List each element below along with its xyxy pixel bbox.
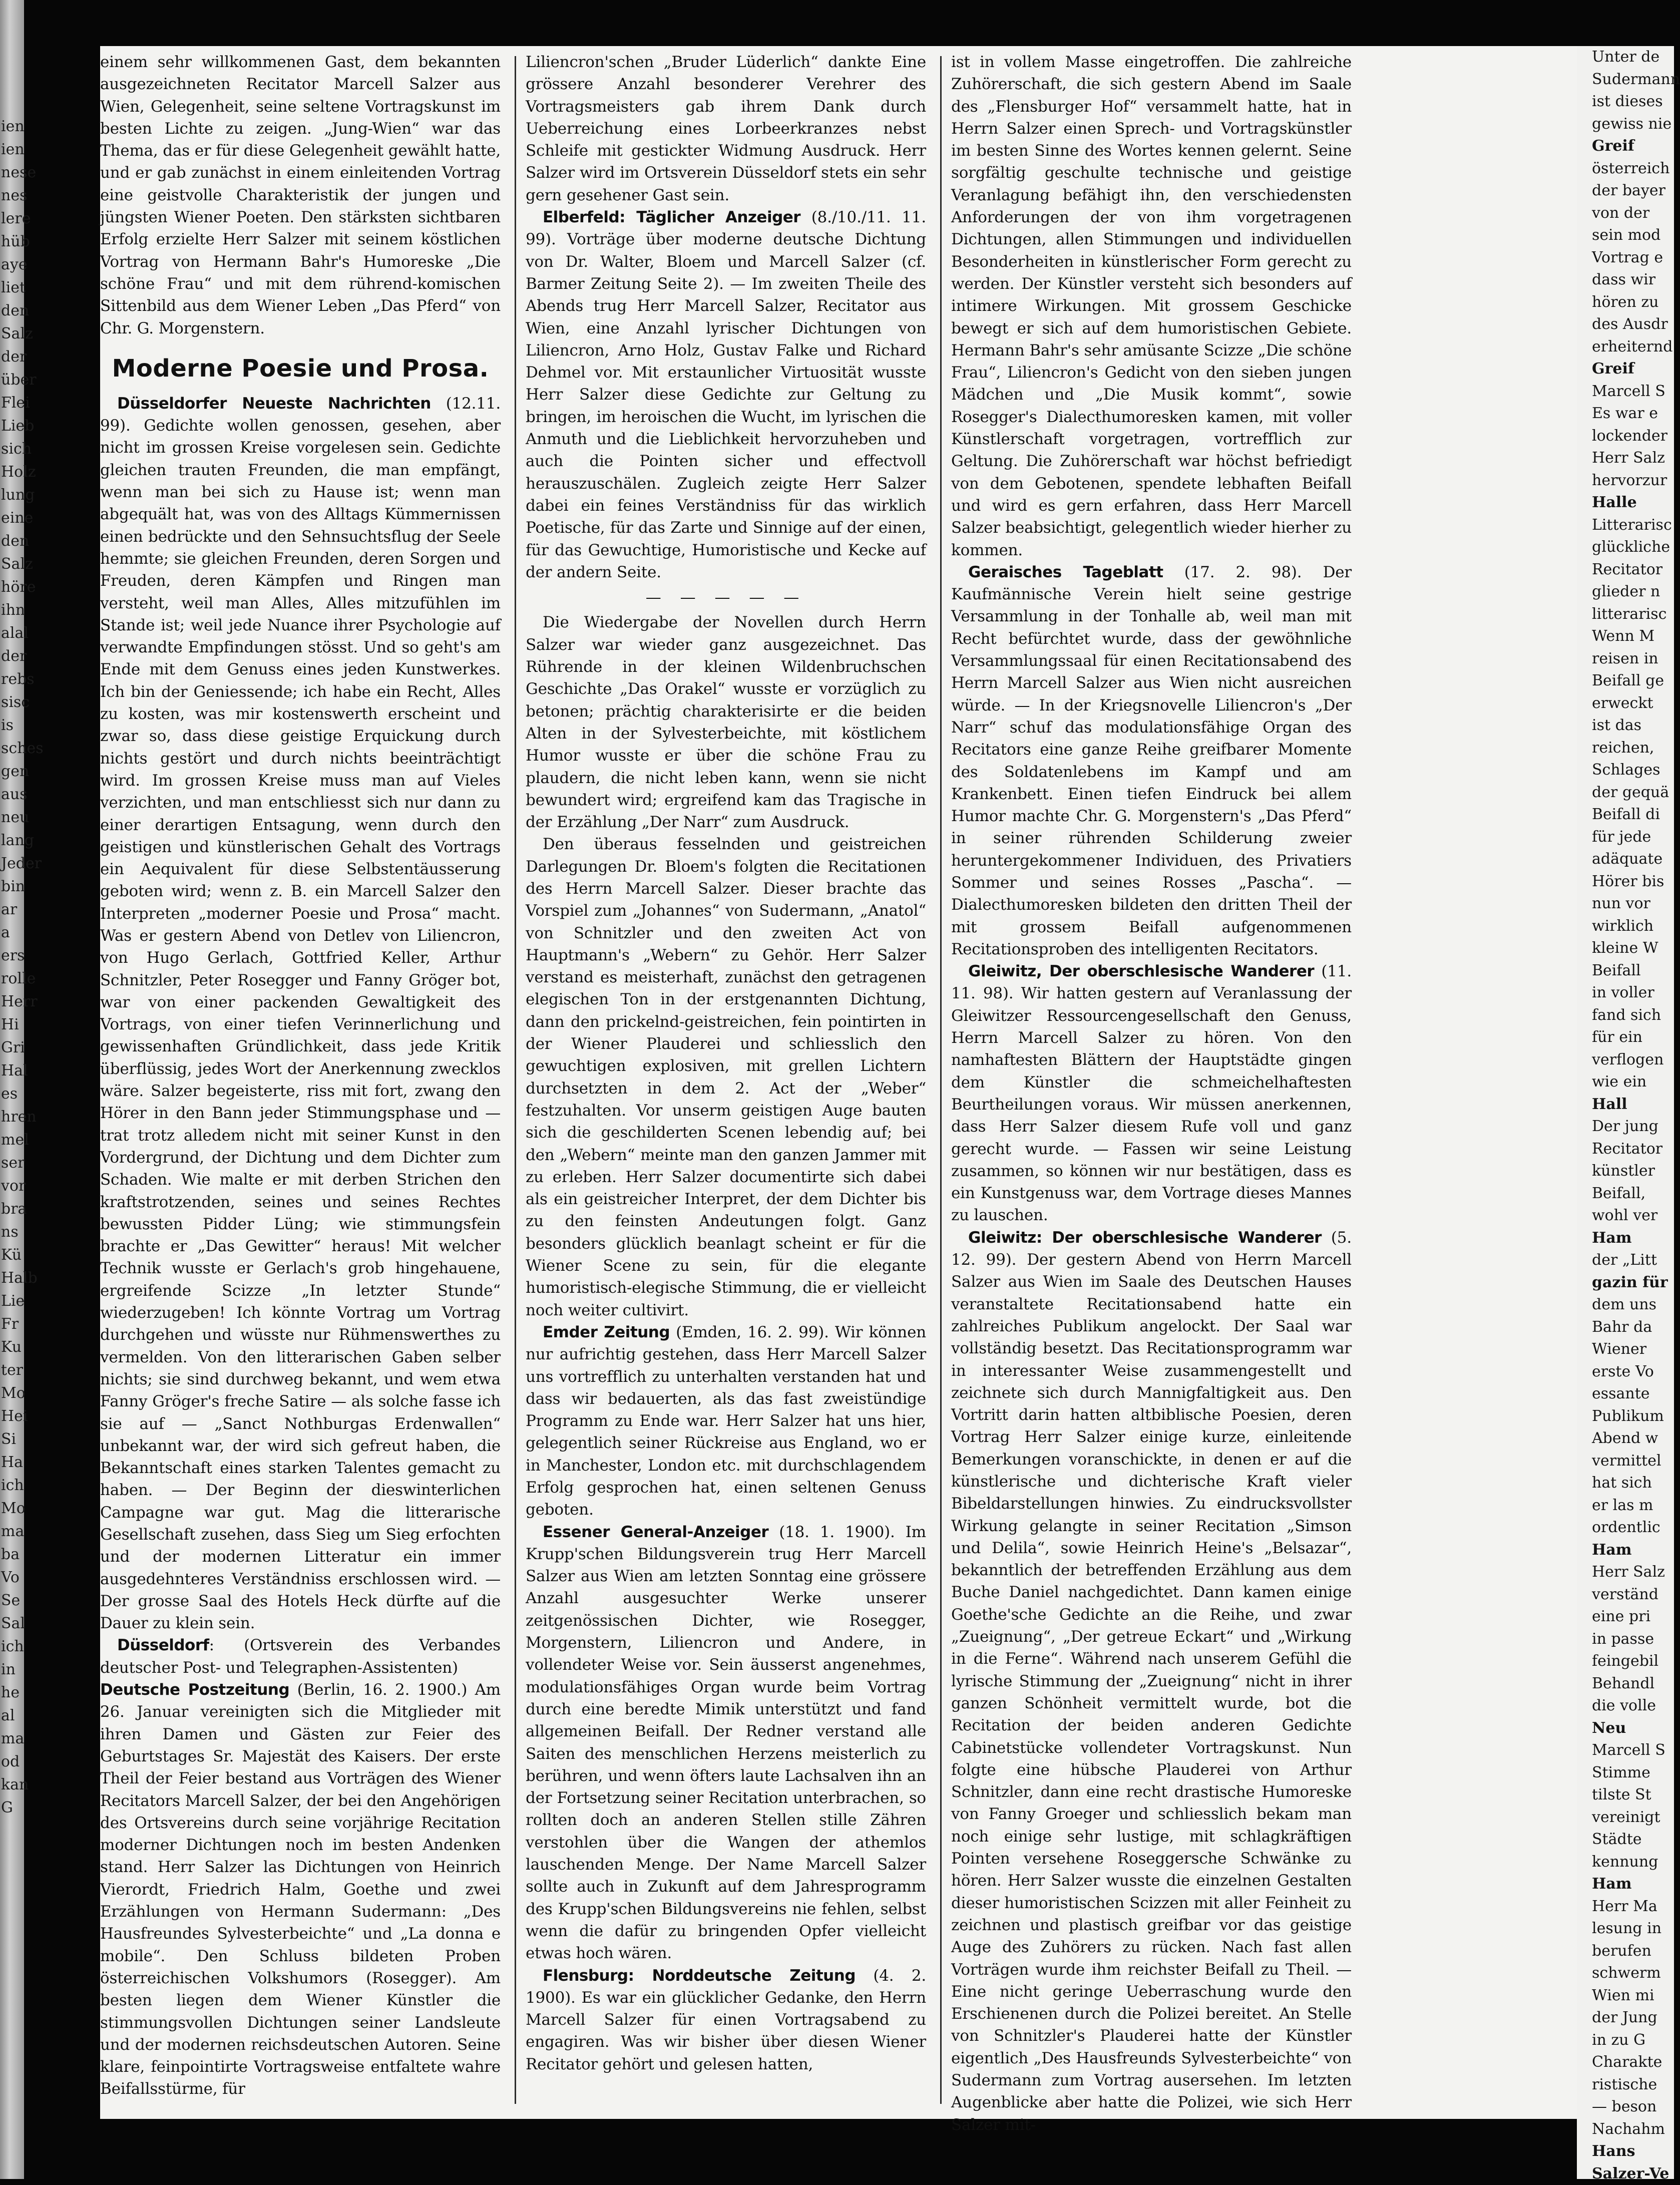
col1-intro-paragraph: einem sehr willkommenen Gast, dem bekannten ausgezeichneten Recitator Marcell Salzer aus Wien, Gelegenheit, seine seltene Vortragskunst im besten Lichte zu zeigen. „Jung-Wien“ war das Thema, das er für diese Gelegenheit gewählt hatte, und er gab zunächst in einem einleitenden Vortrag eine geistvolle Charakteristik der jungen und jüngsten Wiener Poeten. Den stärksten sichtbaren Erfolg erzielte Herr Salzer mit seinem köstlichen Vortrag von Hermann Bahr's Humoreske „Die schöne Frau“ und mit dem rührend-komischen Sittenbild aus dem Wiener Leben „Das Pferd“ von Chr. G. Morgenstern. (100, 51, 501, 339)
section-heading: Moderne Poesie und Prosa. (100, 353, 501, 384)
paragraph-bloem: Den überaus fesselnden und geistreichen Darlegungen Dr. Bloem's folgten die Recitationen des Herrn Marcell Salzer. Dieser brachte das Vorspiel zum „Johannes“ von Sudermann, „Anatol“ von Schnitzler und den zweiten Act von Hauptmann's „Webern“ zu Gehör. Herr Salzer verstand es meisterhaft, zunächst den getragenen elegischen Ton in der erstgenannten Dichtung, dann den prickelnd-geistreichen, fein pointirten in der Wiener Plauderei und schliesslich den gewuchtigen explosiven, mit grellen Lichtern durchsetzten in dem 2. Act der „Weber“ festzuhalten. Vor unserm geistigen Auge bauten sich die geschilderten Scenen lebendig auf; bei den „Webern“ meinte man den ganzen Jammer mit zu erleben. Herr Salzer documentirte sich dabei als ein geistreicher Interpret, der dem Dichter bis zu den feinsten Andeutungen folgt. Ganz besonders glücklich beanlagt scheint er für die Wiener Scene zu sein, für die elegante humoristisch-elegische Stimmung, die er vielleicht noch weiter cultivirt. (526, 833, 926, 1321)
right-fragment-line: Wien mi (1592, 1985, 1674, 2007)
right-fragment-line: Charakte (1592, 2051, 1674, 2074)
left-fragment-line: kan (1, 1773, 24, 1796)
right-fragment-line: Ham (1592, 1539, 1674, 1562)
review-essener-general-anzeiger (526, 1521, 926, 1965)
left-fragment-line: Hi (1, 1013, 24, 1036)
left-fragment-line: lung (1, 484, 24, 507)
left-fragment-line: aye (1, 253, 24, 276)
right-fragment-line: hervorzur (1592, 470, 1674, 492)
left-fragment-line: sich (1, 438, 24, 461)
right-fragment-line: Beifall (1592, 960, 1674, 982)
right-fragment-line: Greif (1592, 358, 1674, 381)
right-fragment-line: ist dieses (1592, 91, 1674, 113)
source-name: Düsseldorfer Neueste Nachrichten (117, 395, 431, 413)
right-fragment-line: schwerm (1592, 1962, 1674, 1985)
left-fragment-line: über (1, 369, 24, 392)
review-text: (4. 2. 1900). Es war ein glücklicher Gedanke, den Herrn Marcell Salzer für einen Vortragsabend zu engagiren. Was wir bisher über diesen Wiener Recitator gehört und gelesen hatten, (526, 1967, 926, 2073)
left-fragment-line: Herr (1, 990, 24, 1013)
left-fragment-line (1, 46, 24, 69)
source-name: Essener General-Anzeiger (543, 1523, 768, 1541)
left-fragment-line: bra (1, 1198, 24, 1221)
right-fragment-line: wirklich (1592, 915, 1674, 938)
col3-intro-paragraph: ist in vollem Masse eingetroffen. Die zahlreiche Zuhörerschaft, die sich gestern Abend im Saale des „Flensburger Hof“ versammelt hatte, hat in Herrn Salzer einen Sprech- und Vortragskünstler im besten Sinne des Wortes kennen gelernt. Seine sorgfältig geschulte technische und geistige Veranlagung befähigt ihn, den verschiedensten Anforderungen der von ihm vorgetragenen Dichtungen, allen Stimmungen und individuellen Besonderheiten in künstlerischer Form gerecht zu werden. Der Künstler versteht sich besonders auf intimere Wirkungen. Mit grossem Geschicke bewegt er sich auf dem humoristischen Gebiete. Hermann Bahr's sehr amüsante Scizze „Die schöne Frau“, Liliencron's Gedicht von den sieben jungen Mädchen und „Die Musik kommt“, sowie Rosegger's Dialecthumoresken kamen, mit voller Künstlerschaft vorgetragen, vortrefflich zur Geltung. Die Zuhörerschaft war höchst befriedigt von dem Gebotenen, spendete lebhaften Beifall und wird es gern erfahren, dass Herr Marcell Salzer beabsichtigt, gelegentlich wieder hierher zu kommen. (951, 51, 1352, 561)
left-fragment-line: he (1, 1681, 24, 1704)
right-fragment-line: ordentlic (1592, 1517, 1674, 1539)
left-fragment-line: eine (1, 507, 24, 530)
left-fragment-line: sches (1, 737, 24, 760)
column-2 (526, 51, 926, 2114)
col2-intro-paragraph: Liliencron'schen „Bruder Lüderlich“ dankte Eine grössere Anzahl besonderer Verehrer des Vortragsmeisters gab ihrem Dank durch Ueberreichung eines Lorbeerkranzes nebst Schleife mit gestickter Widmung Ausdruck. Herr Salzer wird im Ortsverein Düsseldorf stets ein sehr gern gesehener Gast sein. (526, 51, 926, 206)
right-fragment-line: Recitator (1592, 559, 1674, 581)
right-fragment-line: wie ein (1592, 1071, 1674, 1094)
left-fragment-line: ien (1, 115, 24, 138)
left-fragment-line: Mo (1, 1382, 24, 1405)
right-fragment-line: Marcell S (1592, 381, 1674, 403)
right-fragment-line: in zu G (1592, 2029, 1674, 2052)
review-text: (12.11. 99). Gedichte wollen genossen, gesehen, aber nicht im grossen Kreise vorgelesen sein. Gedichte gleichen trauten Freunden, die man empfängt, wenn man bei sich zu Hause ist; wenn man abgequält hat, was von des Alltags Kümmernissen einen bedrückte und den Sehnsuchtsflug der Seele hemmte; sie gleichen Freunden, deren Sorgen und Freuden, deren Kämpfen und Ringen man versteht, weil man Alles, Alles mitzufühlen im Stande ist; weil jede Nuance ihrer Psychologie auf verwandte Empfindungen stösst. Und so geht's am Ende mit dem Genuss eines jeden Kunstwerkes. Ich bin der Geniessende; ich habe ein Recht, Alles zu kosten, was mir kostenswerth erscheint und zwar so, dass diese geistige Erquickung durch nichts gestört und durch nichts beeinträchtigt wird. Im grossen Kreise muss man auf Vieles verzichten, und man entschliesst sich nur dann zu einer derartigen Entsagung, wenn durch den geistigen und künstlerischen Gehalt des Vortrags ein Aequivalent für diese Selbstentäusserung geboten wird; wenn z. B. ein Marcell Salzer den Interpreten „moderner Poesie und Prosa“ macht. Was er gestern Abend von Detlev von Liliencron, von Hugo Gerlach, Gottfried Keller, Arthur Schnitzler, Peter Rosegger und Fanny Gröger bot, war von einer packenden Gewaltigkeit des Vortrags, von einer tiefen Verinnerlichung und gewissenhaften Gründlichkeit, dass jede Kritik überflüssig, jedes Wort der Anerkennung zwecklos wäre. Salzer begeisterte, riss mit fort, zwang den Hörer in den Bann jeder Stimmungsphase und — trat trotz alledem nicht mit seiner Kunst in den Vordergrund, der Dichtung und dem Dichter zum Schaden. Wie malte er mit derben Strichen den kraftstrotzenden, seines und seines Rechtes bewussten Pidder Lüng; wie stimmungsfein brachte er „Das Gewitter“ heraus! Mit welcher Technik wusste er Gerlach's grob hingehauene, ergreifende Scizze „In letzter Stunde“ wiederzugeben! Ich könnte Vortrag um Vortrag durchgehen und wüsste nur Rühmenswerthes zu vermelden. Von den litterarischen Gaben selber nichts; sie sind durchweg bekannt, und wem etwa Fanny Gröger's freche Satire — als solche fasse ich sie auf — „Sanct Nothburgas Erdenwallen“ unbekannt war, der wird sich gefreut haben, die Bekanntschaft eines starken Talentes gemacht zu haben. — Der Beginn der dieswinterlichen Campagne war gut. Mag die litterarische Gesellschaft zusehen, dass Sieg um Sieg erfochten und der modernen Litteratur ein immer ausgedehnteres Verständniss erschlossen wird. — Der grosse Saal des Hotels Heck dürfte auf die Dauer zu klein sein. (100, 395, 501, 1632)
left-fragment-line: ich (1, 1635, 24, 1658)
right-fragment-line: Ham (1592, 1227, 1674, 1250)
right-fragment-line: lockender (1592, 425, 1674, 448)
right-fragment-line: reichen, (1592, 737, 1674, 760)
left-fragment-line: ser (1, 1152, 24, 1175)
right-fragment-line: Greif (1592, 135, 1674, 158)
right-fragment-line: Wenn M (1592, 625, 1674, 648)
right-fragment-line: vermittel (1592, 1450, 1674, 1473)
left-fragment-line: der (1, 345, 24, 369)
review-gleiwitz-1 (951, 960, 1352, 1227)
right-fragment-line: Marcell S (1592, 1739, 1674, 1762)
column-rule (940, 56, 942, 2104)
left-fragment-line: Holz (1, 461, 24, 484)
left-fragment-line: Salz (1, 553, 24, 576)
right-fragment-line: die volle (1592, 1695, 1674, 1717)
left-fragment-line: es (1, 1082, 24, 1106)
left-fragment-line: Jeder (1, 852, 24, 875)
right-fragment-line: Salzer-Ve (1592, 2163, 1674, 2185)
left-fragment-line: nese (1, 161, 24, 184)
left-fragment-line: Sal (1, 1612, 24, 1635)
right-fragment-line: Vortrag e (1592, 247, 1674, 269)
left-fragment-line: is (1, 714, 24, 737)
right-fragment-line: verflogen (1592, 1049, 1674, 1071)
left-fragment-line: bin (1, 875, 24, 898)
right-fragment-line: Der jung (1592, 1116, 1674, 1138)
left-fragment-line: G (1, 1796, 24, 1819)
right-fragment-line: berufen (1592, 1940, 1674, 1963)
right-fragment-line: Städte (1592, 1829, 1674, 1851)
left-fragment-line: alal (1, 622, 24, 645)
left-fragment-line: Vo (1, 1566, 24, 1589)
source-name: Geraisches Tageblatt (968, 563, 1163, 581)
left-fragment-line: lere (1, 207, 24, 230)
right-fragment-line: wohl ver (1592, 1205, 1674, 1227)
right-fragment-line: reisen in (1592, 648, 1674, 670)
right-fragment-line: Schlages (1592, 759, 1674, 782)
right-fragment-line: Sudermann (1592, 69, 1674, 91)
left-fragment-line (1, 92, 24, 115)
right-fragment-line: ristische (1592, 2074, 1674, 2096)
right-fragment-line: er las m (1592, 1495, 1674, 1517)
left-fragment-line: mel (1, 1129, 24, 1152)
right-fragment-line: Hans (1592, 2140, 1674, 2163)
left-fragment-line: Lieb (1, 415, 24, 438)
column-3 (951, 51, 1352, 2114)
review-text: (Berlin, 16. 2. 1900.) Am 26. Januar vereinigten sich die Mitglieder mit ihren Damen und Gästen zur Feier des Geburtstages Sr. Majestät des Kaisers. Der erste Theil der Feier bestand aus Vorträgen des Wiener Recitators Marcell Salzer, der bei den Angehörigen des Ortsvereins durch seine vorjährige Recitation moderner Dichtungen noch im besten Andenken stand. Herr Salzer las Dichtungen von Heinrich Vierordt, Friedrich Halm, Goethe und zwei Erzählungen von Hermann Sudermann: „Des Hausfreundes Sylvesterbeichte“ und „La donna e mobile“. Den Schluss bildeten Proben österreichischen Volkshumors (Rosegger). Am besten liegen dem Wiener Künstler die stimmungsvollen Dichtungen seiner Landsleute und der modernen reichsdeutschen Autoren. Seine klare, feinpointirte Vortragsweise entfaltete wahre Beifallsstürme, für (100, 1681, 501, 2098)
left-fragment-line: hüb (1, 230, 24, 253)
left-fragment-line: vor (1, 1175, 24, 1198)
left-fragment-line: Ha (1, 1451, 24, 1474)
right-fragment-line: Bahr da (1592, 1316, 1674, 1339)
left-fragment-line: Si (1, 1428, 24, 1451)
right-fragment-line: Hörer bis (1592, 871, 1674, 893)
left-fragment-line: der (1, 645, 24, 668)
right-fragment-line: feingebil (1592, 1650, 1674, 1673)
right-fragment-line: adäquate (1592, 848, 1674, 871)
right-fragment-line: glückliche (1592, 536, 1674, 559)
right-fragment-line: sein mod (1592, 224, 1674, 247)
right-fragment-line: Behandl (1592, 1673, 1674, 1695)
left-fragment-line: Se (1, 1589, 24, 1612)
right-fragment-line: Herr Salz (1592, 447, 1674, 470)
left-fragment-line: ihn (1, 599, 24, 622)
left-fragment-line: Lie (1, 1290, 24, 1313)
right-fragment-line: glieder n (1592, 581, 1674, 603)
right-fragment-line: gazin für (1592, 1272, 1674, 1294)
right-fragment-line: dem uns (1592, 1294, 1674, 1316)
right-fragment-line: vereinigt (1592, 1806, 1674, 1829)
review-duesseldorfer-nachrichten (100, 393, 501, 1635)
left-fragment-line: rolle (1, 967, 24, 990)
review-flensburg (526, 1965, 926, 2075)
right-fragment-line: für ein (1592, 1026, 1674, 1049)
source-name: Gleiwitz, Der oberschlesische Wanderer (968, 962, 1314, 980)
right-fragment-line: der „Litt (1592, 1249, 1674, 1272)
source-name: Gleiwitz: Der oberschlesische Wanderer (968, 1229, 1322, 1247)
review-text: (5. 12. 99). Der gestern Abend von Herrn Marcell Salzer aus Wien im Saale des Deutschen Hauses veranstaltete Recitationsabend hatte ein zahlreiches Publikum angelockt. Der Saal war vollständig besetzt. Das Recitationsprogramm war in interessanter Weise zusammengestellt und zeichnete sich durch Mannigfaltigkeit aus. Den Vortritt darin hatten altbiblische Poesien, deren Vortrag Herr Salzer einige kurze, einleitende Bemerkungen voranschickte, in denen er auf die künstlerische und dichterische Kraft vieler Bibeldarstellungen hinwies. Zu eindrucksvollster Wirkung gelangte in seiner Recitation „Simson und Delila“, sowie Heinrich Heine's „Belsazar“, bekanntlich der betreffenden Erzählung aus dem Buche Daniel nachgedichtet. Dann kamen einige Goethe'sche Gedichte an die Reihe, und zwar „Zueignung“, „Der getreue Eckart“ und „Wirkung in die Ferne“. Während nach unserem Gefühl die lyrische Stimmung der „Zueignung“ nicht in ihrer ganzen Schönheit vermittelt wurde, bot die Recitation der beiden anderen Gedichte Cabinetstücke vollendeter Vortragskunst. Nun folgte eine hübsche Plauderei von Arthur Schnitzler, dann eine recht drastische Humoreske von Fanny Groeger und schliesslich bekam man noch einige sehr lustige, mit schlagkräftigen Pointen versehene Roseggersche Schwänke zu hören. Herr Salzer wusste die einzelnen Gestalten dieser humoristischen Scizzen mit aller Feinheit zu zeichnen und plastisch greifbar vor das geistige Auge des Zuhörers zu rücken. Nach fast allen Vorträgen wurde ihm reichster Beifall zu Theil. — Eine nicht geringe Ueberraschung wurde den Erschienenen durch die Polizei bereitet. An Stelle von Schnitzler's Plauderei hatte der Künstler eigentlich „Des Hausfreunds Sylvesterbeichte“ von Sudermann zum Vortrag ausersehen. Im letzten Augenblicke aber hatte die Polizei, wie sich Herr Salzer mit- (951, 1229, 1352, 2134)
left-fragment-line: ma (1, 1520, 24, 1543)
left-fragment-line: od (1, 1750, 24, 1773)
right-fragment-line: der bayer (1592, 180, 1674, 202)
left-fragment-line: nes (1, 184, 24, 207)
right-fragment-line: ist das (1592, 714, 1674, 737)
left-fragment-line: a (1, 921, 24, 944)
left-fragment-line: ers (1, 944, 24, 967)
right-fragment-line: hat sich (1592, 1472, 1674, 1495)
right-fragment-line: erweckt (1592, 692, 1674, 715)
left-fragment-line: al (1, 1704, 24, 1727)
right-fragment-line: der Jung (1592, 2007, 1674, 2029)
right-fragment-line: des Ausdr (1592, 313, 1674, 336)
left-fragment-line: aus (1, 783, 24, 806)
left-fragment-line: gen (1, 760, 24, 783)
right-fragment-line: kleine W (1592, 937, 1674, 960)
source-name: Emder Zeitung (543, 1323, 670, 1341)
review-text: (11. 11. 98). Wir hatten gestern auf Veranlassung der Gleiwitzer Ressourcengesellschaft den Genuss, Herrn Marcell Salzer zu hören. Von den namhaftesten Blättern der Hauptstädte gingen dem Künstler die schmeichelhaftesten Beurtheilungen voraus. Wir müssen anerkennen, dass Herr Salzer diesem Rufe voll und ganz gerecht wurde. — Fassen wir seine Leistung zusammen, so können wir nur bestätigen, dass es ein Kunstgenuss war, dem Vortrage dieses Mannes zu lauschen. (951, 962, 1352, 1224)
right-fragment-line: erheiternd (1592, 336, 1674, 358)
left-fragment-line: Kü (1, 1244, 24, 1267)
right-fragment-line: eine pri (1592, 1606, 1674, 1628)
left-fragment-line: liet (1, 276, 24, 299)
left-fragment-line: den (1, 530, 24, 553)
right-fragment-line: erste Vo (1592, 1361, 1674, 1383)
left-fragment-line: Mo (1, 1497, 24, 1520)
left-fragment-line: Gri (1, 1036, 24, 1059)
right-fragment-line: österreich (1592, 158, 1674, 180)
column-1 (100, 51, 501, 2114)
right-fragment-line: Litterarisc (1592, 514, 1674, 537)
left-fragment-line: ma (1, 1727, 24, 1750)
left-fragment-line: Flei (1, 392, 24, 415)
left-fragment-line: rebs (1, 668, 24, 691)
right-fragment-line: Beifall, (1592, 1183, 1674, 1205)
newspaper-page (100, 46, 1597, 2119)
adjacent-page-left (0, 0, 24, 2179)
right-fragment-line: nun vor (1592, 893, 1674, 915)
left-fragment-line: Salz (1, 322, 24, 345)
right-fragment-line: fand sich (1592, 1004, 1674, 1027)
left-fragment-line: hren (1, 1106, 24, 1129)
source-name: Elberfeld: Täglicher Anzeiger (543, 208, 800, 226)
right-fragment-line: — beson (1592, 2096, 1674, 2118)
review-text: (Emden, 16. 2. 99). Wir können nur aufrichtig gestehen, dass Herr Marcell Salzer uns vortrefflich zu unterhalten verstanden hat und dass wir bedauerten, als das fast zweistündige Programm zu Ende war. Herr Salzer hat uns hier, gelegentlich seiner Rückreise aus England, wo er in Manchester, London etc. mit durchschlagendem Erfolg gesprochen hat, einen seltenen Genuss geboten. (526, 1323, 926, 1519)
right-fragment-line: Beifall di (1592, 804, 1674, 826)
right-fragment-line: verständ (1592, 1584, 1674, 1606)
left-fragment-line: ns (1, 1221, 24, 1244)
right-fragment-line: Halle (1592, 492, 1674, 514)
review-text: (18. 1. 1900). Im Krupp'schen Bildungsverein trug Herr Marcell Salzer aus Wien am letzten Sonntag eine grössere Anzahl ausgesuchter Werke unserer zeitgenössischen Dichter, wie Rosegger, Morgenstern, Liliencron und Andere, in vollendeter Weise vor. Sein äusserst angenehmes, modulationsfähiges Organ wurde beim Vortrag durch eine beredte Mimik unterstützt und fand allgemeinen Beifall. Der Redner verstand alle Saiten des menschlichen Herzens meisterlich zu berühren, und wenn öfters laute Lachsalven ihn an der Fortsetzung seiner Recitation unterbrachen, so rollten doch an anderen Stellen stille Zähren verstohlen über die Wangen der athemlos lauschenden Menge. Der Name Marcell Salzer sollte auch in Zukunft auf dem Jahresprogramm des Krupp'schen Bildungsvereins nie fehlen, selbst wenn die dafür zu bringenden Opfer vielleicht etwas hoch wären. (526, 1523, 926, 1963)
review-text: (8./10./11. 11. 99). Vorträge über moderne deutsche Dichtung von Dr. Walter, Bloem und Marcell Salzer (cf. Barmer Zeitung Seite 2). — Im zweiten Theile des Abends trug Herr Marcell Salzer, Recitator aus Wien, eine Anzahl lyrischer Dichtungen von Liliencron, Arno Holz, Gustav Falke und Richard Dehmel vor. Mit erstaunlicher Virtuosität wusste Herr Salzer diese Gedichte zur Geltung zu bringen, im heroischen die Wucht, im lyrischen die Anmuth und die Lieblichkeit hervorzuheben und auch die Pointen sicher und effectvoll herauszuschälen. Zugleich zeigte Herr Salzer dabei ein feines Verständniss für das wirklich Poetische, für das Zarte und Sinnige auf der einen, für das Gewuchtige, Humoristische und Kecke auf der andern Seite. (526, 208, 926, 581)
review-geraisches-tageblatt (951, 561, 1352, 960)
review-gleiwitz-2 (951, 1227, 1352, 2136)
right-fragment-line: lesung in (1592, 1918, 1674, 1940)
source-name: Düsseldorf (117, 1636, 209, 1654)
right-fragment-line: Ham (1592, 1873, 1674, 1896)
left-fragment-line: Hal (1, 1059, 24, 1082)
left-fragment-line (1, 0, 24, 23)
left-fragment-line: höre (1, 576, 24, 599)
paragraph-novellen: Die Wiedergabe der Novellen durch Herrn Salzer war wieder ganz ausgezeichnet. Das Rührende in der kleinen Wildenbruchschen Geschichte „Das Orakel“ wusste er vorzüglich zu betonen; prächtig charakterisirte er die beiden Alten in der Sylvesterbeichte, mit köstlichem Humor wusste er über die schöne Frau zu plaudern, die nicht leben kann, wenn sie nicht bewundert wird; ergreifend kam das Tragische in der Erzählung „Der Narr“ zum Ausdruck. (526, 611, 926, 833)
review-emder-zeitung (526, 1321, 926, 1521)
right-fragment-line: Abend w (1592, 1427, 1674, 1450)
right-fragment-line: Publikum (1592, 1405, 1674, 1428)
source-name: Deutsche Postzeitung (100, 1681, 289, 1699)
right-fragment-line: Beifall ge (1592, 670, 1674, 692)
right-fragment-line: tilste St (1592, 1784, 1674, 1806)
right-fragment-line: der gequä (1592, 782, 1674, 804)
right-fragment-line: Es war e (1592, 403, 1674, 425)
left-fragment-line: ar (1, 898, 24, 921)
right-fragment-line: gewiss nie (1592, 113, 1674, 136)
left-fragment-line (1, 23, 24, 46)
right-fragment-line: Unter de (1592, 46, 1674, 69)
right-fragment-line: essante (1592, 1383, 1674, 1405)
left-fragment-line: ba (1, 1543, 24, 1566)
right-fragment-line: Herr Salz (1592, 1561, 1674, 1584)
left-fragment-line: Ku (1, 1336, 24, 1359)
right-fragment-line: von der (1592, 202, 1674, 225)
separator-dashes: — — — — — (526, 586, 926, 608)
right-fragment-line: Hall (1592, 1094, 1674, 1116)
right-fragment-line: kennung (1592, 1851, 1674, 1874)
review-deutsche-postzeitung (100, 1679, 501, 2100)
left-fragment-line: sisc (1, 691, 24, 714)
left-fragment-line: Hei (1, 1405, 24, 1428)
review-elberfeld (526, 206, 926, 583)
left-fragment-line: Fr (1, 1313, 24, 1336)
left-fragment-line: in (1, 1658, 24, 1681)
right-fragment-line: Nachahm (1592, 2118, 1674, 2141)
right-fragment-line: Neu (1592, 1717, 1674, 1740)
review-text: (17. 2. 98). Der Kaufmännische Verein hielt seine gestrige Versammlung in der Tonhalle ab, weil man mit Recht befürchtet wurde, dass der gewöhnliche Versammlungssaal für einen Recitationsabend des Herrn Marcell Salzer aus Wien nicht ausreichen würde. — In der Kriegsnovelle Liliencron's „Der Narr“ schuf das modulationsfähige Organ des Recitators eine ganze Reihe greifbarer Momente des Soldatenlebens im Kampf und am Krankenbett. Einen tiefen Eindruck bei allem Humor machte Chr. G. Morgenstern's „Das Pferd“ in seiner rührenden Schilderung zweier heruntergekommener Individuen, des Privatiers Sommer und seines Rosses „Pascha“. — Dialecthumoresken bildeten den dritten Theil der mit grossem Beifall aufgenommenen Recitationsproben des intelligenten Recitators. (951, 563, 1352, 958)
right-fragment-line: Wiener (1592, 1338, 1674, 1361)
right-fragment-line: künstler (1592, 1160, 1674, 1183)
right-fragment-line: hören zu (1592, 291, 1674, 314)
left-fragment-line: den (1, 299, 24, 322)
right-fragment-line: dass wir (1592, 269, 1674, 291)
right-fragment-line: litterarisc (1592, 603, 1674, 626)
left-fragment-line: neu (1, 806, 24, 829)
left-fragment-line: ien (1, 138, 24, 161)
left-fragment-line: Halb (1, 1267, 24, 1290)
right-fragment-line: in voller (1592, 982, 1674, 1004)
right-fragment-line: für jede (1592, 826, 1674, 849)
left-fragment-line: lang (1, 829, 24, 852)
column-rule (515, 56, 516, 2104)
left-fragment-line (1, 69, 24, 92)
review-text: : (Ortsverein des Verbandes deutscher Post- und Telegraphen-Assistenten) (100, 1636, 501, 1676)
right-fragment-line: Herr Ma (1592, 1896, 1674, 1918)
left-fragment-line: ich (1, 1474, 24, 1497)
left-fragment-line: ter (1, 1359, 24, 1382)
source-name: Flensburg: Norddeutsche Zeitung (543, 1967, 856, 1985)
right-fragment-line: in passe (1592, 1628, 1674, 1651)
review-duesseldorf-ortsverein (100, 1634, 501, 1679)
right-fragment-line: Stimme (1592, 1762, 1674, 1784)
right-fragment-line: Recitator (1592, 1138, 1674, 1161)
adjacent-page-right (1577, 46, 1674, 2179)
